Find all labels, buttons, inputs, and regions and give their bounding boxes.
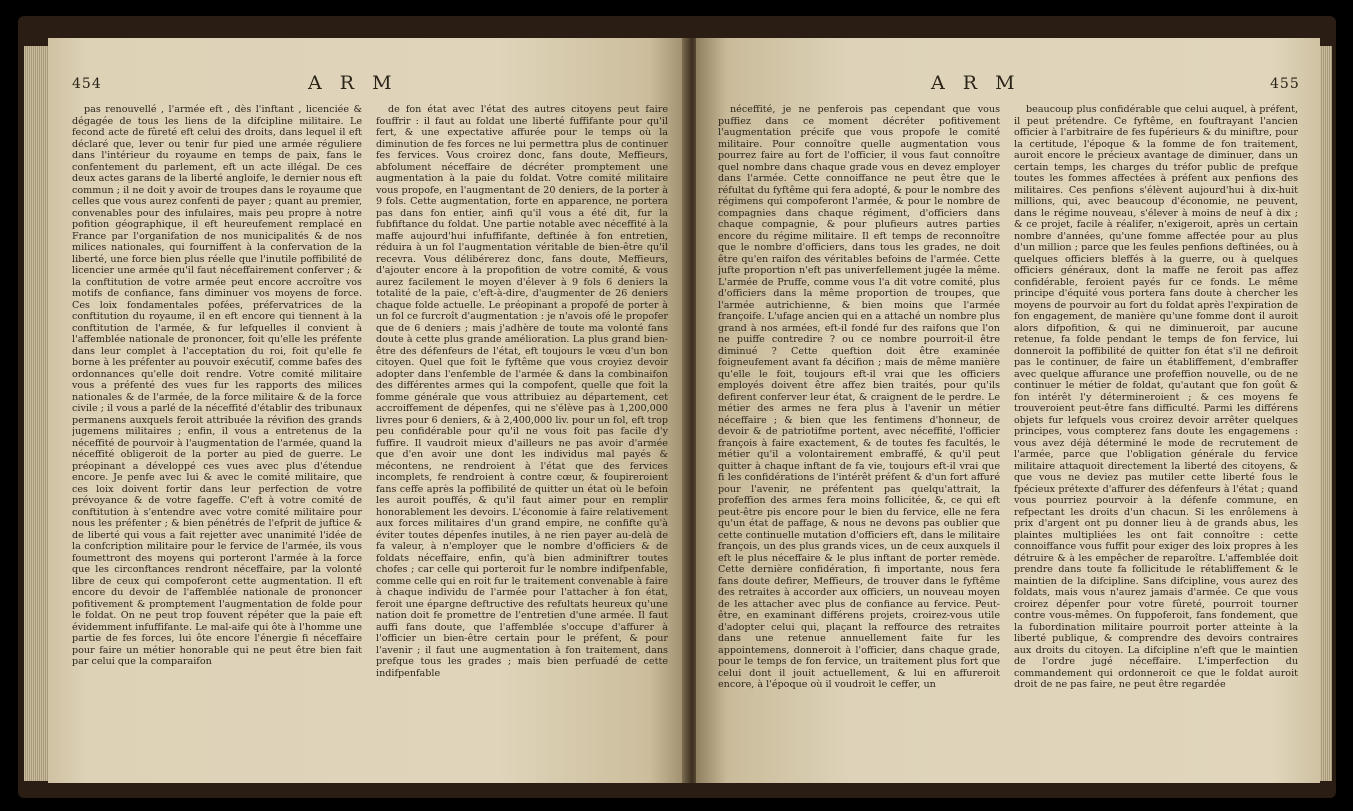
page-number: 454 — [72, 76, 102, 92]
column-text: néceffité, je ne penferois pas cependant que vous puffiez dans ce moment décréter pofitivement l'augmentation précife que vous propofe le comité militaire. Pour connoître quelle augmentation vous pourrez faire au fort de l'officier, il vous faut connoître quel nombre dans chaque grade vous en devez employer dans l'armée. Cette connoiffance ne peut être que le réfultat du fyftême qui fera adopté, & pour le nombre des régimens qui compoferont l'armée, & pour le nombre de compagnies dans chaque régiment, d'officiers dans chaque compagnie, & pour plufieurs autres parties encore du régime militaire. Il eft temps de reconnoître que le nombre d'officiers, dans tous les grades, ne doit être qu'en raifon des véritables befoins de l'armée. Cette jufte proportion n'eft pas univerfellement jugée la même. L'armée de Pruffe, comme vous l'a dit votre comité, plus d'officiers dans la même proportion de troupes, que l'armée autrichienne, & bien moins que l'armée françoife. L'ufage ancien qui en a attaché un nombre plus grand à nos armées, eft-il fondé fur des raifons que l'on ne puiffe contredire ? ou ce nombre pourroit-il être diminué ? Cette queftion doit être examinée foigneufement avant fa décifion ; mais de même manière qu'elle le foit, toujours eft-il vrai que les officiers employés doivent être affez bien traités, pour qu'ils defirent conferver leur état, & craignent de le perdre. Le métier des armes ne fera plus à l'avenir un métier néceffaire ; & bien que les fentimens d'honneur, de devoir & de patriotifme portent, avec néceffité, l'officier françois à faire exactement, & de toutes fes facultés, le métier qu'il a volontairement embraffé, & qu'il peut quitter à chaque inftant de fa vie, toujours eft-il vrai que fi les confidérations de l'intérêt préfent & d'un fort affuré pour l'avenir, ne préfentent pas quelqu'attrait, la profeffion des armes fera moins follicitée, &, ce qui eft peut-être pis encore pour le bien du fervice, elle ne fera qu'un état de paffage, & nous ne devons pas oublier que cette continuelle mutation d'officiers eft, dans le militaire françois, un des plus grands vices, un de ceux auxquels il eft le plus néceffaire & le plus inftant de porter remède. Cette dernière confidération, fi importante, nous fera fans doute defirer, Meffieurs, de trouver dans le fyftême des retraites à accorder aux officiers, un nouveau moyen de les attacher avec plus de confiance au fervice. Peut-être, en examinant différens projets, croirez-vous utile d'adopter celui qui, plaçant la reffource des retraites dans une retenue annuellement faite fur les appointemens, donneroit à l'officier, dans chaque grade, pour le temps de fon fervice, un traitement plus fort que celui dont il jouit actuellement, & lui en affureroit encore, à l'époque où il voudroit le ceffer, un — [718, 104, 1000, 690]
page-edges-right — [1320, 46, 1332, 781]
text-column-1 — [718, 104, 1000, 783]
text-column-2 — [376, 104, 668, 783]
text-column-1 — [72, 104, 362, 783]
open-book — [18, 16, 1336, 798]
page-number: 455 — [1270, 76, 1300, 92]
running-head: A R M — [931, 72, 1021, 94]
text-column-2 — [1014, 104, 1298, 783]
column-text: beaucoup plus confidérable que celui auquel, à préfent, il peut prétendre. Ce fyftême, en fouftrayant l'ancien officier à l'arbitraire de fes fupérieurs & du miniftre, pour la certitude, l'époque & la fomme de fon traitement, auroit encore le précieux avantage de diminuer, dans un certain temps, les charges du tréfor public de prefque toutes les fommes affectées à préfent aux penfions des militaires. Ces penfions s'élèvent aujourd'hui à dix-huit millions, qui, avec beaucoup d'économie, ne peuvent, dans le régime nouveau, s'élever à moins de neuf à dix ; & ce projet, facile à réalifer, n'exigeroit, après un certain nombre d'années, qu'une fomme affectée pour au plus d'un million ; parce que les feules penfions deftinées, ou à quelques officiers bleffés à la guerre, ou à quelques officiers généraux, dont la maffe ne feroit pas affez confidérable, feroient payés fur ce fonds. Le même principe d'équité vous portera fans doute à chercher les moyens de pourvoir au fort du foldat après l'expiration de fon engagement, de manière qu'une fomme dont il auroit alors difpofition, & qui ne diminueroit, par aucune retenue, fa folde pendant le temps de fon fervice, lui donneroit la poffibilité de quitter fon état s'il ne defiroit pas le continuer, de faire un établiffement, d'embraffer avec quelque affurance une profeffion nouvelle, ou de ne continuer le métier de foldat, qu'autant que fon goût & fon intérêt l'y détermineroient ; & ces moyens fe trouveroient peut-être fans difficulté. Parmi les différens objets fur lefquels vous croirez devoir arrêter quelques principes, vous compterez fans doute les engagemens : vous avez déjà déterminé le mode de recrutement de l'armée, parce que l'obligation générale du fervice militaire attaquoit directement la liberté des citoyens, & que vous ne deviez pas mutiler cette liberté fous le fpécieux prétexte d'affurer des défenfeurs à l'état ; quand vous pourriez pourvoir à la défenfe commune, en refpectant les droits d'un chacun. Si les enrôlemens à prix d'argent ont pu donner lieu à de grands abus, les plaintes multipliées les ont fait connoître : cette connoiffance vous fuffit pour exiger des loix propres à les détruire & à les empêcher de reparoître. L'affemblée doit prendre dans toute fa follicitude le rétabliffement & le maintien de la difcipline. Sans difcipline, vous aurez des foldats, mais vous n'aurez jamais d'armée. Ce que vous croirez dépenfer pour votre fûreté, pourroit tourner contre vous-mêmes. On fuppoferoit, fans fondement, que la fubordination militaire pourroit porter atteinte à la liberté publique, & comprendre des devoirs contraires aux droits du citoyen. La difcipline n'eft que le maintien de l'ordre jugé néceffaire. L'imperfection du commandement qui ordonneroit ce que le foldat auroit droit de ne pas faire, ne peut être regardée — [1014, 104, 1298, 690]
left-page — [48, 38, 688, 783]
column-text: de fon état avec l'état des autres citoyens peut faire fouffrir : il faut au foldat une liberté fuffifante pour qu'il fert, & une expectative affurée pour le temps où la diminution de fes forces ne lui permettra plus de continuer fes fervices. Vous croirez donc, fans doute, Meffieurs, abfolument néceffaire de décréter promptement une augmentation à la paie du foldat. Votre comité militaire vous propofe, en l'augmentant de 20 deniers, de la porter à 9 fols. Cette augmentation, forte en apparence, ne portera pas dans fon entier, ainfi qu'il vous a été dit, fur la fubfiftance du foldat. Une partie notable avec néceffité à la maffe aujourd'hui infuffifante, deftinée à fon entretien, réduira à un fol l'augmentation véritable de bien-être qu'il recevra. Vous délibérerez donc, fans doute, Meffieurs, d'ajouter encore à la propofition de votre comité, & vous aurez facilement le moyen d'élever à 9 fols 6 deniers la totalité de la paie, c'eft-à-dire, d'augmenter de 26 deniers chaque folde actuelle. Le préopinant a propofé de porter à un fol ce furcroît d'augmentation : je n'avois ofé le propofer que de 6 deniers ; mais j'adhère de toute ma volonté fans doute à cette plus grande amélioration. La plus grand bien-être des défenfeurs de l'état, eft toujours le vœu d'un bon citoyen. Quel que foit le fyftême que vous croyiez devoir adopter dans l'enfemble de l'armée & dans la combinaifon des différentes armes qui la compofent, quelle que foit la fomme générale que vous attribuiez au département, cet accroiffement de dépenfes, qui ne s'élève pas à 1,200,000 livres pour 6 deniers, & à 2,400,000 liv. pour un fol, eft trop peu confidérable pour qu'il ne vous foit pas facile d'y fuffire. Il vaudroit mieux d'ailleurs ne pas avoir d'armée que d'en avoir une dont les individus mal payés & mécontens, ne rendroient à l'état que des fervices incomplets, fe rendroient à contre cœur, & foupireroient fans ceffe après la poffibilité de quitter un état où le befoin les auroit pouffés, & qu'il faut aimer pour en remplir honorablement les devoirs. L'économie à faire relativement aux forces militaires d'un grand empire, ne confifte qu'à éviter toutes dépenfes inutiles, à ne rien payer au-delà de fa valeur, à n'employer que le nombre d'officiers & de foldats néceffaire, enfin, qu'à bien adminiftrer toutes chofes ; car celle qui porteroit fur le nombre indifpenfable, comme celle qui en roit fur le traitement convenable à faire à chaque individu de l'armée pour l'attacher à fon état, feroit une épargne deftructive des refultats heureux qu'une nation doit fe promettre de l'entretien d'une armée. Il faut auffi fans doute, que l'affemblée s'occupe d'affurer à l'officier un bien-être certain pour le préfent, & pour l'avenir ; il faut une augmentation à fon traitement, dans prefque tous les grades ; mais bien perfuadé de cette indifpenfable — [376, 104, 668, 679]
column-text: pas renouvellé , l'armée eft , dès l'inftant , licenciée & dégagée de tous les liens de la difcipline militaire. Le fecond acte de fûreté eft celui des droits, dans lequel il eft déclaré que, lever ou tenir fur pied une armée réguliere dans l'intérieur du royaume en temps de paix, fans le confentement du parlement, eft un acte illégal. De ces deux actes garans de la liberté angloife, le dernier nous eft commun ; il ne doit y avoir de troupes dans le royaume que celles que vous aurez confenti de payer ; quant au premier, convenables pour des infulaires, mais peu propre à notre pofition géographique, il eft heureufement remplacé en France par l'organifation de nos municipalités & de nos milices nationales, qui fourniffent à la confervation de la liberté, une force bien plus réelle que l'inutile poffibilité de licencier une armée qu'il faut néceffairement conferver ; & la conftitution de votre armée peut encore accroître vos motifs de confiance, fans diminuer vos moyens de force. Ces loix fondamentales pofées, préfervatrices de la conftitution du royaume, il en eft encore qui tiennent à la conftitution de l'armée, & fur lefquelles il convient à l'affemblée nationale de prononcer, foit qu'elle les préfente dans leur complet à l'acceptation du roi, foit qu'elle fe borne à les préfenter au pouvoir exécutif, comme bafes des ordonnances qu'elle doit rendre. Votre comité militaire vous a préfenté des vues fur les rapports des milices nationales & de l'armée, de la force militaire & de la force civile ; il vous a parlé de la néceffité d'établir des tribunaux permanens auxquels feroit attribuée la révifion des grands jugemens militaires ; enfin, il vous a entretenus de la néceffité de pourvoir à l'augmentation de l'armée, quand la néceffité obligeroit de la porter au pied de guerre. Le préopinant a développé ces vues avec plus d'étendue encore. Je penfe avec lui & avec le comité militaire, que ces loix doivent fortir dans leur perfection de votre prévoyance & de votre fageffe. C'eft à votre comité de conftitution à s'entendre avec votre comité militaire pour nous les préfenter ; & bien pénétrés de l'efprit de juftice & de liberté qui vous a fait rejetter avec unanimité l'idée de la confcription militaire pour le fervice de l'armée, ils vous foumettront des moyens qui porteront l'armée à la force que les circonftances rendront néceffaire, par la volonté libre de ceux qui compoferont cette augmentation. Il eft encore du devoir de l'affemblée nationale de prononcer pofitivement & promptement l'augmentation de folde pour le foldat. On ne peut trop fouvent répéter que la paie eft évidemment infuffifante. Le mal-aife qui ôte à l'homme une partie de fes forces, lui ôte encore l'énergie fi néceffaire pour faire un métier honorable qui ne peut être bien fait par celui que la comparaifon — [72, 104, 362, 667]
right-page — [696, 38, 1320, 783]
running-head: A R M — [308, 72, 398, 94]
page-edges-left — [24, 46, 48, 781]
